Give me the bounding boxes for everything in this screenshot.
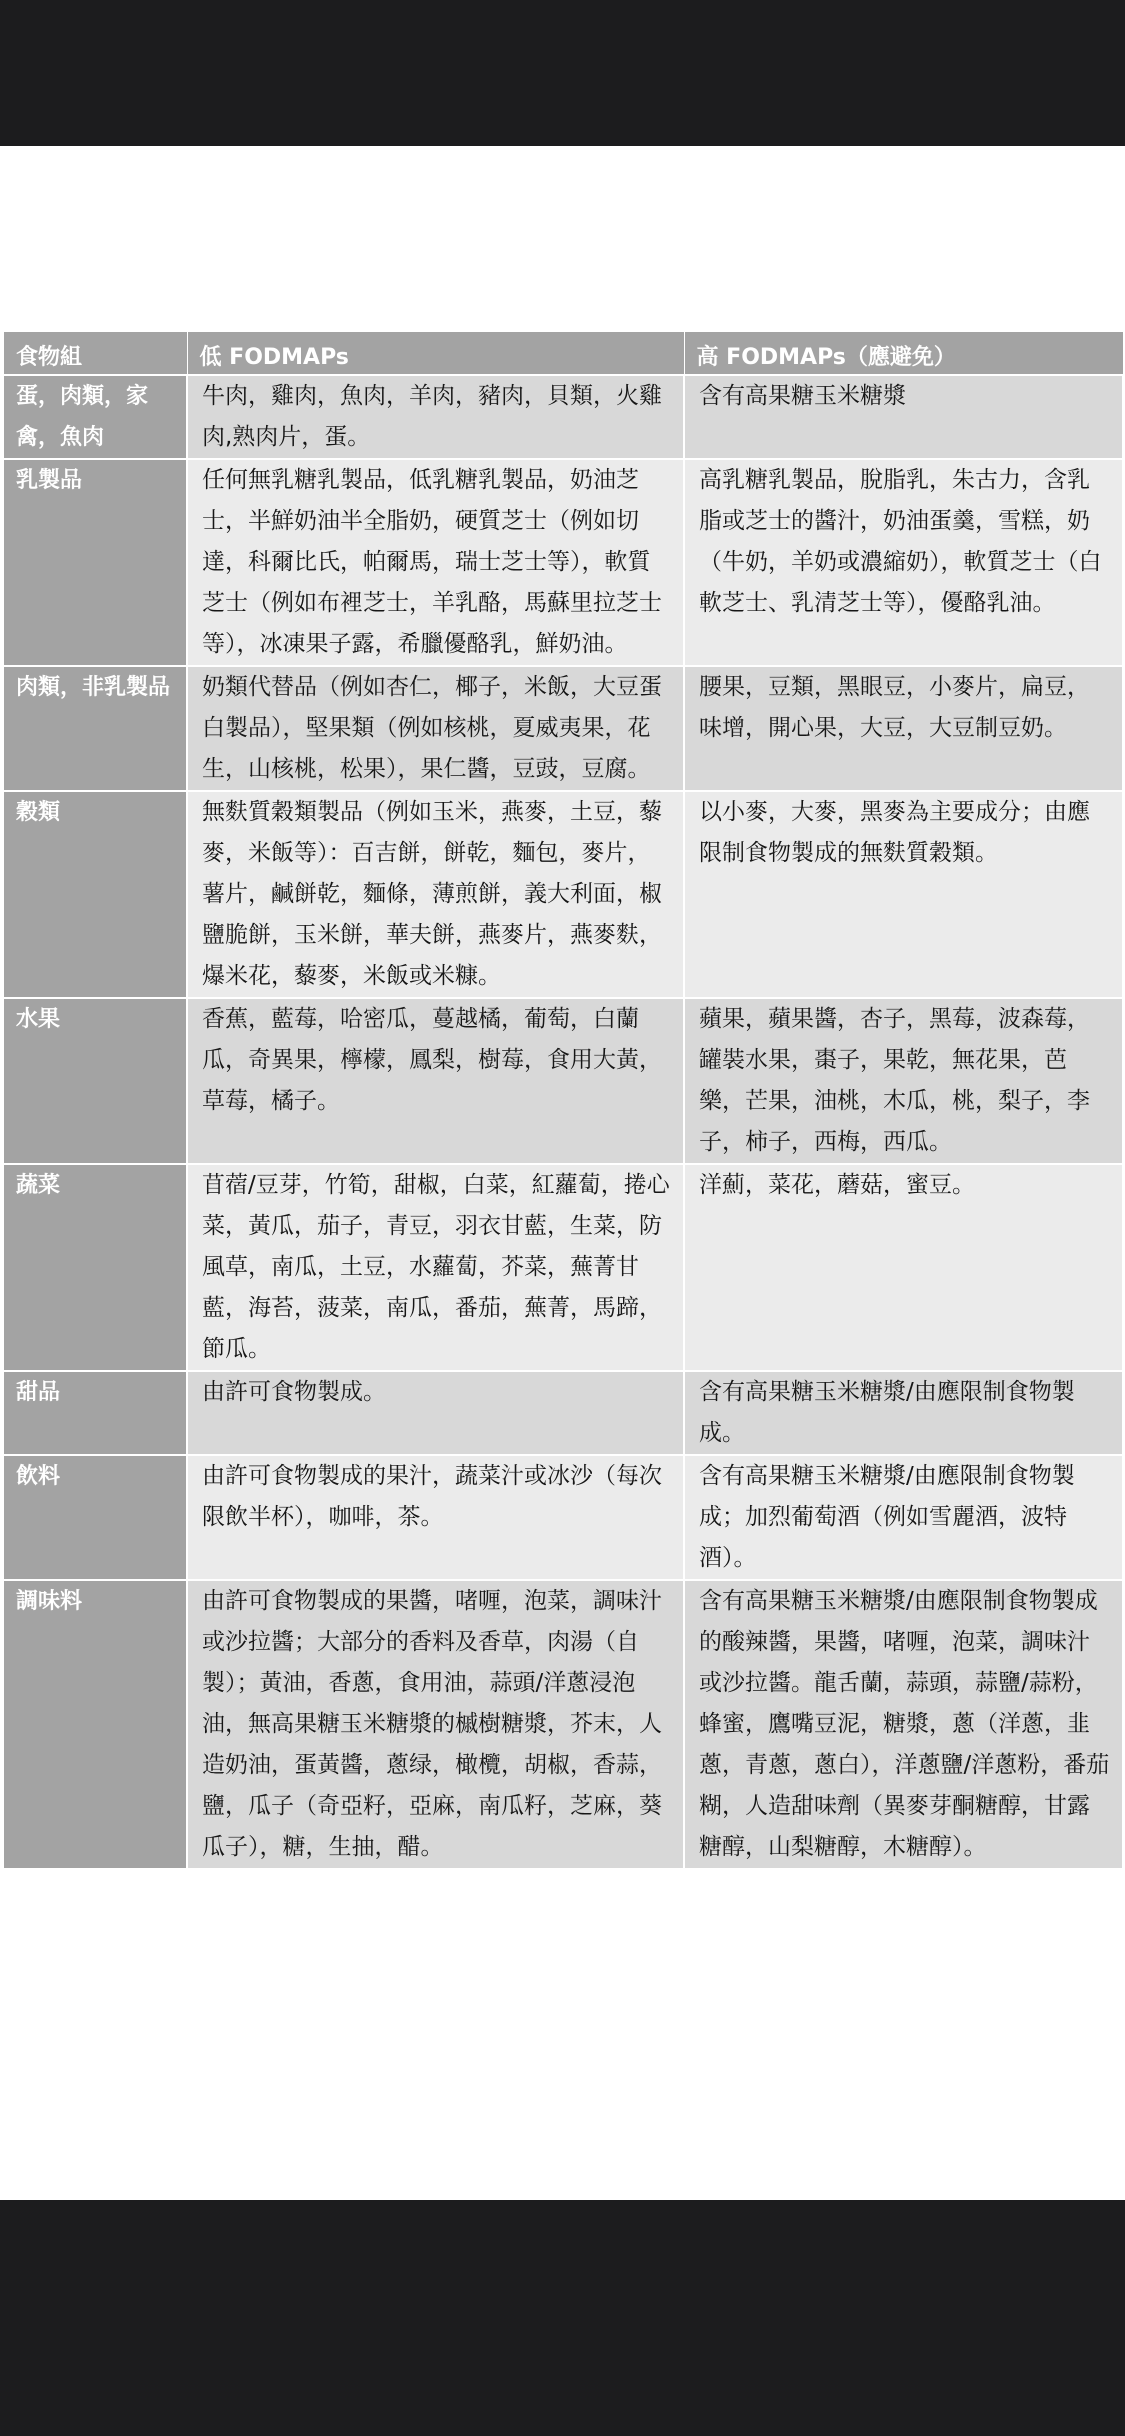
table-row [4,1455,1123,1580]
high-fodmap-cell: 含有高果糖玉米糖漿/由應限制食物製成的酸辣醬，果醬，啫喱，泡菜，調味汁或沙拉醬。龍舌蘭，蒜頭，蒜鹽/蒜粉，蜂蜜，鷹嘴豆泥，糖漿，蔥（洋蔥，韭蔥，青蔥，蔥白），洋蔥鹽/洋蔥粉，番茄糊，人造甜味劑（異麥芽酮糖醇，甘露糖醇，山梨糖醇，木糖醇）。 [684,1580,1123,1868]
high-fodmap-cell: 洋薊，菜花，蘑菇，蜜豆。 [684,1164,1123,1371]
top-dark-bar [0,0,1125,146]
table-row [4,998,1123,1164]
table-row [4,1371,1123,1455]
low-fodmap-cell: 由許可食物製成的果汁，蔬菜汁或冰沙（每次限飲半杯），咖啡，茶。 [187,1455,684,1580]
food-group-cell: 飲料 [4,1455,187,1580]
food-group-cell: 甜品 [4,1371,187,1455]
high-fodmap-cell: 以小麥，大麥，黑麥為主要成分；由應限制食物製成的無麩質穀類。 [684,791,1123,998]
fodmap-table-image [4,332,1123,1860]
food-group-cell: 乳製品 [4,459,187,666]
high-fodmap-cell: 含有高果糖玉米糖漿/由應限制食物製成；加烈葡萄酒（例如雪麗酒，波特酒）。 [684,1455,1123,1580]
table-row [4,459,1123,666]
low-fodmap-cell: 由許可食物製成的果醬，啫喱，泡菜，調味汁或沙拉醬；大部分的香料及香草，肉湯（自製）；黃油，香蔥，食用油，蒜頭/洋蔥浸泡油，無高果糖玉米糖漿的槭樹糖漿，芥末，人造奶油，蛋黃醬，蔥绿，橄欖，胡椒，香蒜，鹽，瓜子（奇亞籽，亞麻，南瓜籽，芝麻，葵瓜子），糖，生抽，醋。 [187,1580,684,1868]
high-fodmap-cell: 腰果，豆類，黑眼豆，小麥片，扁豆，味增，開心果，大豆，大豆制豆奶。 [684,666,1123,791]
table-row [4,666,1123,791]
header-low-fodmaps: 低 FODMAPs [187,332,684,375]
table-row [4,791,1123,998]
low-fodmap-cell: 香蕉，藍莓，哈密瓜，蔓越橘，葡萄，白蘭瓜，奇異果，檸檬，鳳梨，樹莓，食用大黃，草莓，橘子。 [187,998,684,1164]
food-group-cell: 蛋，肉類，家禽，魚肉 [4,375,187,459]
high-fodmap-cell: 含有高果糖玉米糖漿 [684,375,1123,459]
low-fodmap-cell: 任何無乳糖乳製品，低乳糖乳製品，奶油芝士，半鮮奶油半全脂奶，硬質芝士（例如切達，科爾比氏，帕爾馬，瑞士芝士等），軟質芝士（例如布裡芝士，羊乳酪，馬蘇里拉芝士等），冰凍果子露，希臘優酪乳，鮮奶油。 [187,459,684,666]
low-fodmap-cell: 無麩質穀類製品（例如玉米，燕麥，土豆，藜麥，米飯等）：百吉餅，餅乾，麵包，麥片，薯片，鹹餅乾，麵條，薄煎餅，義大利面，椒鹽脆餅，玉米餅，華夫餅，燕麥片，燕麥麩，爆米花，藜麥，米飯或米糠。 [187,791,684,998]
low-fodmap-cell: 牛肉，雞肉，魚肉，羊肉，豬肉，貝類，火雞肉,熟肉片，蛋。 [187,375,684,459]
table-header-row [4,332,1123,375]
food-group-cell: 穀類 [4,791,187,998]
food-group-cell: 水果 [4,998,187,1164]
table-row [4,375,1123,459]
food-group-cell: 肉類，非乳製品 [4,666,187,791]
header-food-group: 食物組 [4,332,187,375]
table-row [4,1164,1123,1371]
high-fodmap-cell: 蘋果，蘋果醬，杏子，黑莓，波森莓，罐裝水果，棗子，果乾，無花果，芭樂，芒果，油桃，木瓜，桃，梨子，李子，柿子，西梅，西瓜。 [684,998,1123,1164]
fodmap-table [4,332,1124,1868]
food-group-cell: 蔬菜 [4,1164,187,1371]
table-row [4,1580,1123,1868]
food-group-cell: 調味料 [4,1580,187,1868]
low-fodmap-cell: 奶類代替品（例如杏仁，椰子，米飯，大豆蛋白製品），堅果類（例如核桃，夏威夷果，花生，山核桃，松果），果仁醬，豆豉，豆腐。 [187,666,684,791]
high-fodmap-cell: 高乳糖乳製品，脫脂乳，朱古力，含乳脂或芝士的醬汁，奶油蛋羹，雪糕，奶（牛奶，羊奶或濃縮奶），軟質芝士（白軟芝士、乳清芝士等），優酪乳油。 [684,459,1123,666]
header-high-fodmaps: 高 FODMAPs（應避免） [684,332,1123,375]
high-fodmap-cell: 含有高果糖玉米糖漿/由應限制食物製成。 [684,1371,1123,1455]
low-fodmap-cell: 由許可食物製成。 [187,1371,684,1455]
bottom-dark-bar [0,2200,1125,2436]
low-fodmap-cell: 苜蓿/豆芽，竹筍，甜椒，白菜，紅蘿蔔，捲心菜，黃瓜，茄子，青豆，羽衣甘藍，生菜，防風草，南瓜，土豆，水蘿蔔，芥菜，蕪菁甘藍，海苔，菠菜，南瓜，番茄，蕪菁，馬蹄，節瓜。 [187,1164,684,1371]
